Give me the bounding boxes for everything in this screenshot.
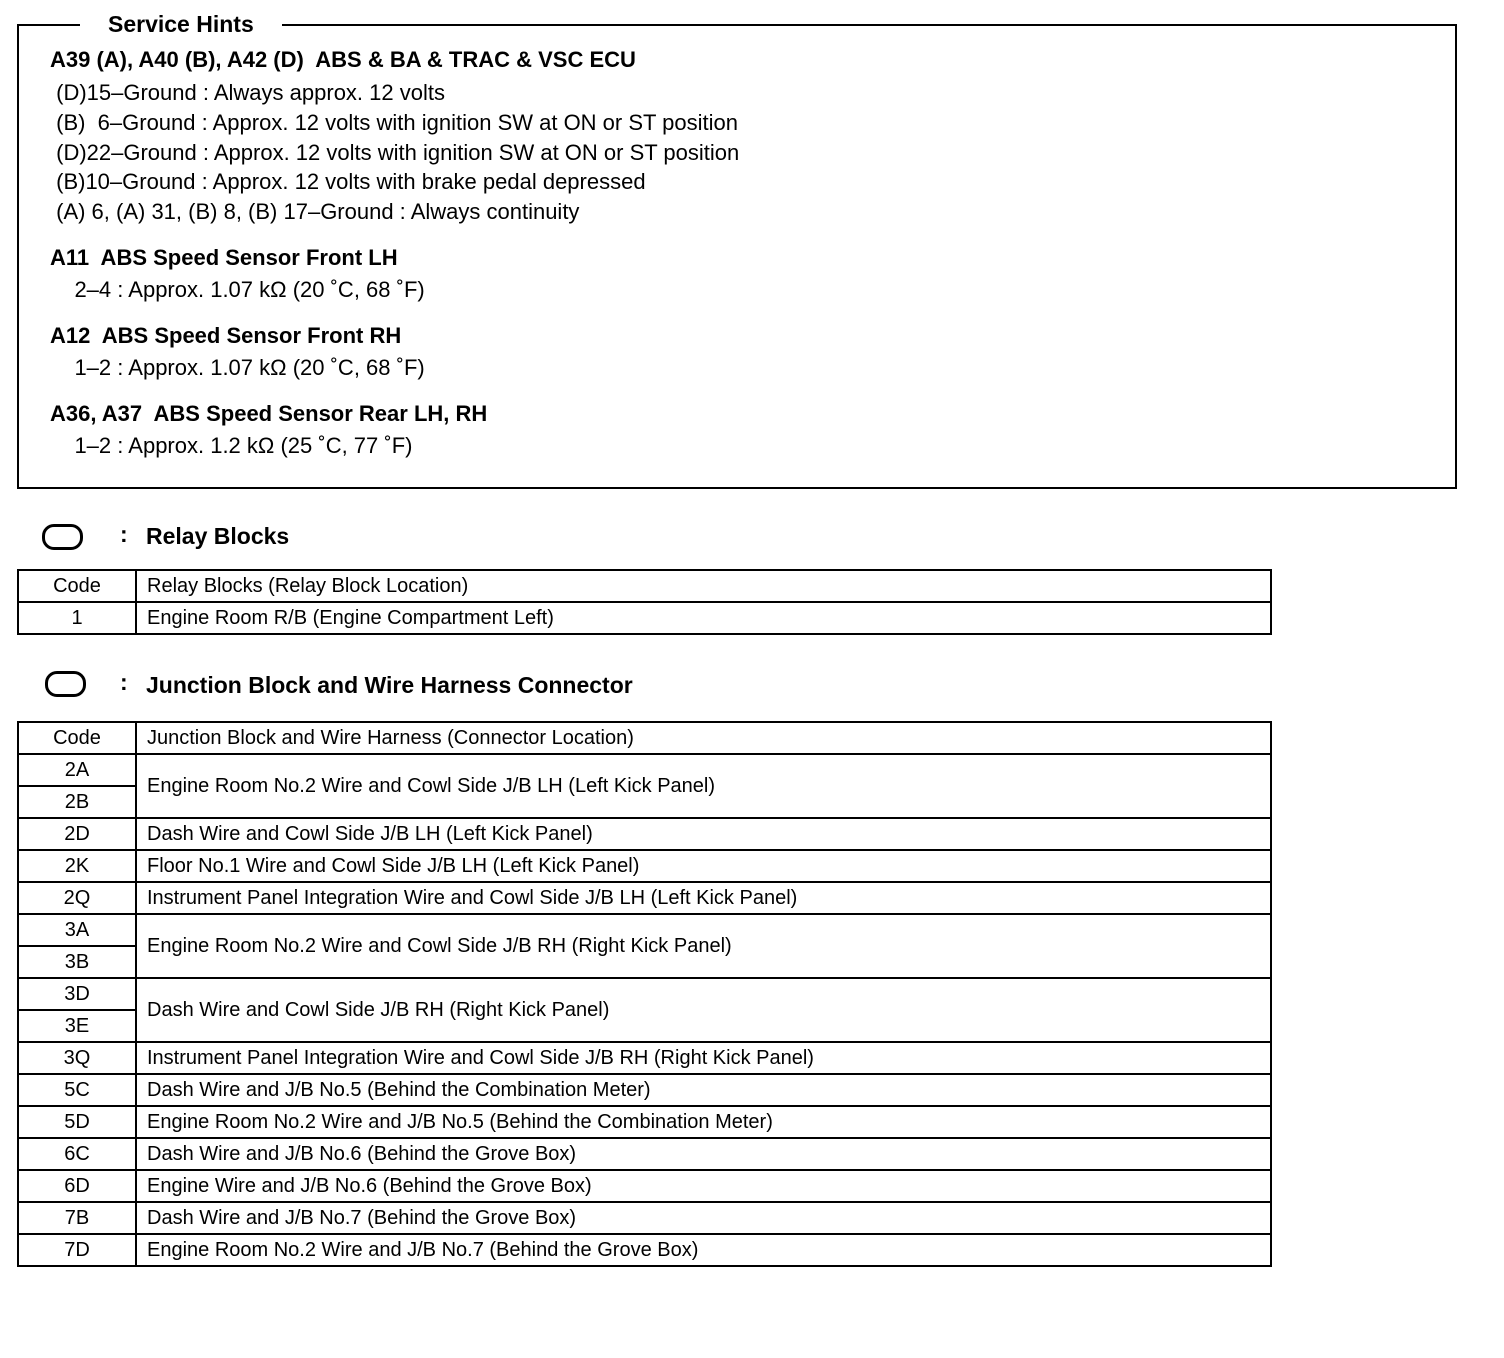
row-description: Floor No.1 Wire and Cowl Side J/B LH (Left Kick Panel) (136, 850, 1271, 882)
hint-heading: A39 (A), A40 (B), A42 (D) ABS & BA & TRAC & VSC ECU (50, 47, 636, 72)
hint-detail: 1–2 : Approx. 1.07 kΩ (20 ˚C, 68 ˚F) (50, 355, 425, 380)
table-row (18, 882, 1271, 914)
header-description: Relay Blocks (Relay Block Location) (136, 570, 1271, 602)
row-code: 3A (18, 914, 136, 946)
row-description: Engine Room No.2 Wire and Cowl Side J/B LH (Left Kick Panel) (136, 754, 1271, 818)
row-code: 3Q (18, 1042, 136, 1074)
row-description: Dash Wire and J/B No.7 (Behind the Grove Box) (136, 1202, 1271, 1234)
row-description: Engine Room No.2 Wire and J/B No.7 (Behind the Grove Box) (136, 1234, 1271, 1266)
table-row (18, 1138, 1271, 1170)
row-code: 3B (18, 946, 136, 978)
hint-detail: 2–4 : Approx. 1.07 kΩ (20 ˚C, 68 ˚F) (50, 277, 425, 302)
row-code: 6C (18, 1138, 136, 1170)
row-code: 7D (18, 1234, 136, 1266)
table-row (18, 1074, 1271, 1106)
junction-blocks-heading: Junction Block and Wire Harness Connector (146, 672, 633, 698)
junction-blocks-colon: : (120, 669, 128, 695)
row-code: 2A (18, 754, 136, 786)
hint-detail: 1–2 : Approx. 1.2 kΩ (25 ˚C, 77 ˚F) (50, 433, 413, 458)
row-code: 2B (18, 786, 136, 818)
table-header-row (18, 722, 1271, 754)
row-description: Dash Wire and J/B No.6 (Behind the Grove Box) (136, 1138, 1271, 1170)
table-row (18, 1202, 1271, 1234)
hint-heading: A36, A37 ABS Speed Sensor Rear LH, RH (50, 401, 488, 426)
table-row (18, 602, 1271, 634)
row-description: Engine Room R/B (Engine Compartment Left) (136, 602, 1271, 634)
row-code: 2D (18, 818, 136, 850)
relay-blocks-table (17, 569, 1272, 635)
table-header-row (18, 570, 1271, 602)
header-code: Code (18, 570, 136, 602)
row-description: Dash Wire and Cowl Side J/B RH (Right Kick Panel) (136, 978, 1271, 1042)
table-row (18, 1170, 1271, 1202)
hint-heading: A11 ABS Speed Sensor Front LH (50, 245, 398, 270)
table-row (18, 1234, 1271, 1266)
row-description: Dash Wire and J/B No.5 (Behind the Combination Meter) (136, 1074, 1271, 1106)
row-code: 6D (18, 1170, 136, 1202)
relay-blocks-colon: : (120, 521, 128, 547)
table-row (18, 754, 1271, 786)
table-row (18, 1106, 1271, 1138)
table-row (18, 818, 1271, 850)
row-code: 2K (18, 850, 136, 882)
hint-detail: (B) 6–Ground : Approx. 12 volts with ignition SW at ON or ST position (50, 110, 739, 135)
row-code: 3E (18, 1010, 136, 1042)
row-description: Engine Room No.2 Wire and J/B No.5 (Behind the Combination Meter) (136, 1106, 1271, 1138)
table-row (18, 850, 1271, 882)
row-description: Engine Wire and J/B No.6 (Behind the Grove Box) (136, 1170, 1271, 1202)
row-description: Engine Room No.2 Wire and Cowl Side J/B RH (Right Kick Panel) (136, 914, 1271, 978)
header-code: Code (18, 722, 136, 754)
hint-detail: (A) 6, (A) 31, (B) 8, (B) 17–Ground : Always continuity (50, 199, 580, 224)
hint-heading: A12 ABS Speed Sensor Front RH (50, 323, 402, 348)
row-code: 5C (18, 1074, 136, 1106)
relay-blocks-heading: Relay Blocks (146, 523, 290, 549)
row-code: 3D (18, 978, 136, 1010)
row-code: 2Q (18, 882, 136, 914)
table-row (18, 1042, 1271, 1074)
relay-block-symbol-icon (42, 524, 83, 550)
row-code: 1 (18, 602, 136, 634)
hint-detail: (D)15–Ground : Always approx. 12 volts (50, 80, 445, 105)
header-description: Junction Block and Wire Harness (Connector Location) (136, 722, 1271, 754)
row-description: Instrument Panel Integration Wire and Cowl Side J/B LH (Left Kick Panel) (136, 882, 1271, 914)
table-row (18, 914, 1271, 946)
junction-block-symbol-icon (45, 671, 86, 697)
row-code: 5D (18, 1106, 136, 1138)
hint-detail: (B)10–Ground : Approx. 12 volts with brake pedal depressed (50, 169, 646, 194)
row-description: Instrument Panel Integration Wire and Cowl Side J/B RH (Right Kick Panel) (136, 1042, 1271, 1074)
junction-blocks-table (17, 721, 1272, 1267)
hint-detail: (D)22–Ground : Approx. 12 volts with ignition SW at ON or ST position (50, 140, 740, 165)
service-hints-title: Service Hints (80, 10, 282, 38)
table-row (18, 978, 1271, 1010)
row-description: Dash Wire and Cowl Side J/B LH (Left Kick Panel) (136, 818, 1271, 850)
row-code: 7B (18, 1202, 136, 1234)
